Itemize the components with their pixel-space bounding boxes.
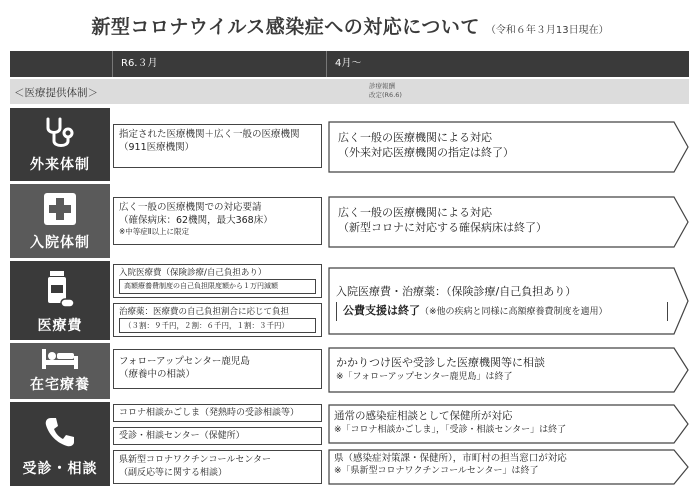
section-label: ＜医療提供体制＞: [14, 87, 98, 99]
category-label: 在宅療養: [30, 377, 90, 393]
category-label: 受診・相談: [22, 461, 98, 477]
inpatient-before: 広く一般の医療機関での対応要請 （確保病床：62機関，最大368床） ※中等症Ⅱ以上に限定: [113, 197, 322, 245]
header-blank: [10, 51, 112, 77]
category-inpatient: [10, 184, 110, 258]
cost-before-drug: 治療薬：医療費の自己負担割合に応じて負担 （３割：９千円，２割：６千円，１割：３千円）: [113, 303, 322, 337]
cost-after: 入院医療費・治療薬：（保険診療/自己負担あり） 公費支援は終了（※他の疾病と同様に高額療養費制度を適用）: [336, 284, 668, 321]
page-title: [0, 12, 700, 39]
header-after: 4月～: [326, 51, 689, 77]
consult-before-vaccine: 県新型コロナワクチンコールセンター （副反応等に関する相談）: [113, 450, 322, 484]
category-home-care: [10, 343, 110, 399]
home-before: フォローアップセンター鹿児島 （療養中の相談）: [113, 349, 322, 389]
header-before: R6.３月: [112, 51, 326, 77]
section-bar: [10, 79, 689, 104]
category-label: 外来体制: [30, 157, 90, 173]
inpatient-after: 広く一般の医療機関による対応 （新型コロナに対応する確保病床は終了）: [338, 206, 547, 234]
outpatient-before: 指定された医療機関＋広く一般の医療機関 （911医療機関）: [113, 124, 322, 168]
cost-after-note-box: 公費支援は終了（※他の疾病と同様に高額療養費制度を適用）: [336, 302, 668, 321]
category-outpatient: [10, 108, 110, 181]
category-consultation: [10, 402, 110, 486]
consult-before-center: 受診・相談センター（保健所）: [113, 427, 322, 445]
section-note: 診療報酬 改定(R6.6): [369, 82, 402, 99]
category-label: 入院体制: [30, 235, 90, 251]
consult-after-prefecture: 県（感染症対策課・保健所），市町村の担当窓口が対応 ※「県新型コロナワクチンコールセンター」は終了: [334, 453, 567, 476]
category-cost: [10, 261, 110, 340]
title-main: 新型コロナウイルス感染症への対応について: [91, 16, 480, 38]
consult-after-health-center: 通常の感染症相談として保健所が対応 ※「コロナ相談かごしま」，「受診・相談センター」は終了: [334, 410, 567, 435]
cost-before-hospital: 入院医療費（保険診療/自己負担あり） 高額療養費制度の自己負担限度額から１万円減額: [113, 264, 322, 298]
consult-before-hotline: コロナ相談かごしま（発熱時の受診相談等）: [113, 404, 322, 422]
home-after: かかりつけ医や受診した医療機関等に相談 ※「フォローアップセンター鹿児島」は終了: [336, 356, 545, 382]
title-date: （令和６年３月13日現在）: [485, 25, 609, 36]
outpatient-after: 広く一般の医療機関による対応 （外来対応医療機関の指定は終了）: [338, 131, 514, 159]
bed-icon: [41, 348, 79, 370]
medicine-icon: [45, 269, 75, 309]
stethoscope-icon: [40, 116, 80, 152]
category-label: 医療費: [37, 318, 83, 334]
phone-icon: [44, 416, 76, 448]
medical-cross-icon: [43, 192, 77, 226]
